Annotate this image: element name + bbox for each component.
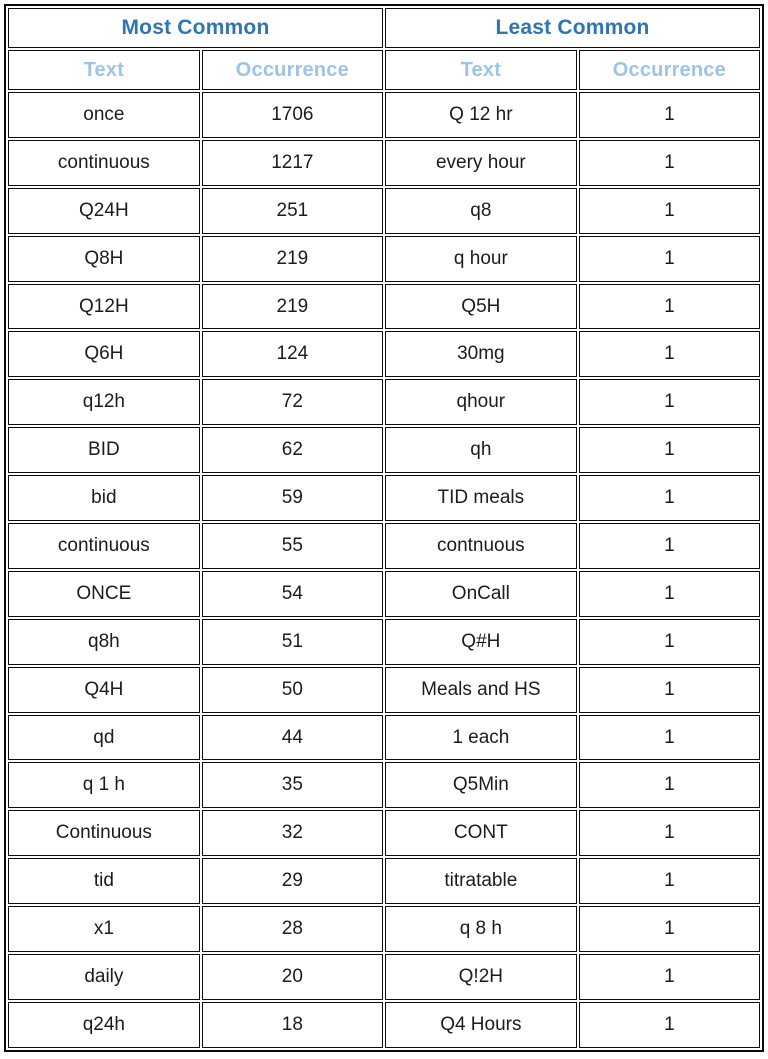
- table-row: [8, 188, 760, 234]
- section-title-most-common: Most Common: [8, 8, 383, 48]
- table-row: [8, 140, 760, 186]
- table-row: [8, 475, 760, 521]
- cell-most-occurrence: 72: [202, 379, 383, 425]
- cell-least-text: Q!2H: [385, 954, 577, 1000]
- cell-most-occurrence: 1217: [202, 140, 383, 186]
- section-title-row: [8, 8, 760, 48]
- cell-most-occurrence: 219: [202, 284, 383, 330]
- cell-least-occurrence: 1: [579, 427, 760, 473]
- cell-least-occurrence: 1: [579, 619, 760, 665]
- table-row: [8, 379, 760, 425]
- cell-least-occurrence: 1: [579, 379, 760, 425]
- table-row: [8, 810, 760, 856]
- cell-most-occurrence: 20: [202, 954, 383, 1000]
- cell-most-occurrence: 54: [202, 571, 383, 617]
- cell-least-text: Q4 Hours: [385, 1002, 577, 1048]
- cell-most-text: continuous: [8, 523, 200, 569]
- cell-most-occurrence: 1706: [202, 92, 383, 138]
- table-row: [8, 858, 760, 904]
- cell-least-text: qhour: [385, 379, 577, 425]
- column-header-most-occurrence: Occurrence: [202, 50, 383, 90]
- cell-most-text: daily: [8, 954, 200, 1000]
- cell-least-occurrence: 1: [579, 188, 760, 234]
- table-row: [8, 236, 760, 282]
- table-row: [8, 619, 760, 665]
- cell-least-text: contnuous: [385, 523, 577, 569]
- cell-most-text: tid: [8, 858, 200, 904]
- table-row: [8, 906, 760, 952]
- cell-most-occurrence: 51: [202, 619, 383, 665]
- table-row: [8, 571, 760, 617]
- cell-least-occurrence: 1: [579, 236, 760, 282]
- table-row: [8, 284, 760, 330]
- table-row: [8, 1002, 760, 1048]
- cell-most-text: ONCE: [8, 571, 200, 617]
- cell-least-text: CONT: [385, 810, 577, 856]
- cell-least-text: 30mg: [385, 331, 577, 377]
- table-row: [8, 715, 760, 761]
- cell-least-occurrence: 1: [579, 523, 760, 569]
- cell-most-text: BID: [8, 427, 200, 473]
- cell-most-occurrence: 44: [202, 715, 383, 761]
- cell-most-text: once: [8, 92, 200, 138]
- cell-least-occurrence: 1: [579, 92, 760, 138]
- cell-most-text: Q24H: [8, 188, 200, 234]
- cell-most-occurrence: 124: [202, 331, 383, 377]
- table-row: [8, 667, 760, 713]
- cell-least-text: q hour: [385, 236, 577, 282]
- cell-least-text: q 8 h: [385, 906, 577, 952]
- cell-least-text: Q#H: [385, 619, 577, 665]
- cell-least-occurrence: 1: [579, 762, 760, 808]
- table-row: [8, 427, 760, 473]
- cell-most-occurrence: 62: [202, 427, 383, 473]
- cell-most-text: Q6H: [8, 331, 200, 377]
- cell-least-occurrence: 1: [579, 1002, 760, 1048]
- cell-least-text: 1 each: [385, 715, 577, 761]
- table-row: [8, 523, 760, 569]
- cell-least-text: Q 12 hr: [385, 92, 577, 138]
- cell-most-text: q8h: [8, 619, 200, 665]
- cell-least-occurrence: 1: [579, 475, 760, 521]
- cell-least-occurrence: 1: [579, 810, 760, 856]
- cell-least-occurrence: 1: [579, 858, 760, 904]
- table-body: [8, 92, 760, 1048]
- cell-most-occurrence: 219: [202, 236, 383, 282]
- cell-most-text: qd: [8, 715, 200, 761]
- cell-least-text: Q5Min: [385, 762, 577, 808]
- cell-least-text: every hour: [385, 140, 577, 186]
- cell-least-occurrence: 1: [579, 331, 760, 377]
- table-row: [8, 954, 760, 1000]
- cell-most-occurrence: 29: [202, 858, 383, 904]
- cell-most-text: x1: [8, 906, 200, 952]
- table-row: [8, 762, 760, 808]
- cell-most-text: q12h: [8, 379, 200, 425]
- cell-most-text: q 1 h: [8, 762, 200, 808]
- cell-least-occurrence: 1: [579, 284, 760, 330]
- cell-most-occurrence: 28: [202, 906, 383, 952]
- cell-least-occurrence: 1: [579, 715, 760, 761]
- cell-most-occurrence: 55: [202, 523, 383, 569]
- cell-least-occurrence: 1: [579, 667, 760, 713]
- cell-most-occurrence: 35: [202, 762, 383, 808]
- cell-most-occurrence: 32: [202, 810, 383, 856]
- cell-least-occurrence: 1: [579, 954, 760, 1000]
- section-title-least-common: Least Common: [385, 8, 760, 48]
- column-header-least-text: Text: [385, 50, 577, 90]
- cell-most-occurrence: 18: [202, 1002, 383, 1048]
- frequency-table: [4, 4, 764, 1052]
- cell-least-text: Meals and HS: [385, 667, 577, 713]
- cell-least-text: OnCall: [385, 571, 577, 617]
- cell-least-occurrence: 1: [579, 571, 760, 617]
- cell-least-text: TID meals: [385, 475, 577, 521]
- cell-most-occurrence: 251: [202, 188, 383, 234]
- cell-least-text: q8: [385, 188, 577, 234]
- cell-least-text: titratable: [385, 858, 577, 904]
- cell-least-occurrence: 1: [579, 140, 760, 186]
- cell-most-occurrence: 59: [202, 475, 383, 521]
- cell-most-occurrence: 50: [202, 667, 383, 713]
- cell-least-occurrence: 1: [579, 906, 760, 952]
- cell-most-text: Q4H: [8, 667, 200, 713]
- column-header-most-text: Text: [8, 50, 200, 90]
- column-header-row: [8, 50, 760, 90]
- table-row: [8, 331, 760, 377]
- cell-most-text: Q8H: [8, 236, 200, 282]
- cell-least-text: qh: [385, 427, 577, 473]
- cell-least-text: Q5H: [385, 284, 577, 330]
- cell-most-text: q24h: [8, 1002, 200, 1048]
- cell-most-text: continuous: [8, 140, 200, 186]
- cell-most-text: Q12H: [8, 284, 200, 330]
- column-header-least-occurrence: Occurrence: [579, 50, 760, 90]
- cell-most-text: Continuous: [8, 810, 200, 856]
- table-row: [8, 92, 760, 138]
- cell-most-text: bid: [8, 475, 200, 521]
